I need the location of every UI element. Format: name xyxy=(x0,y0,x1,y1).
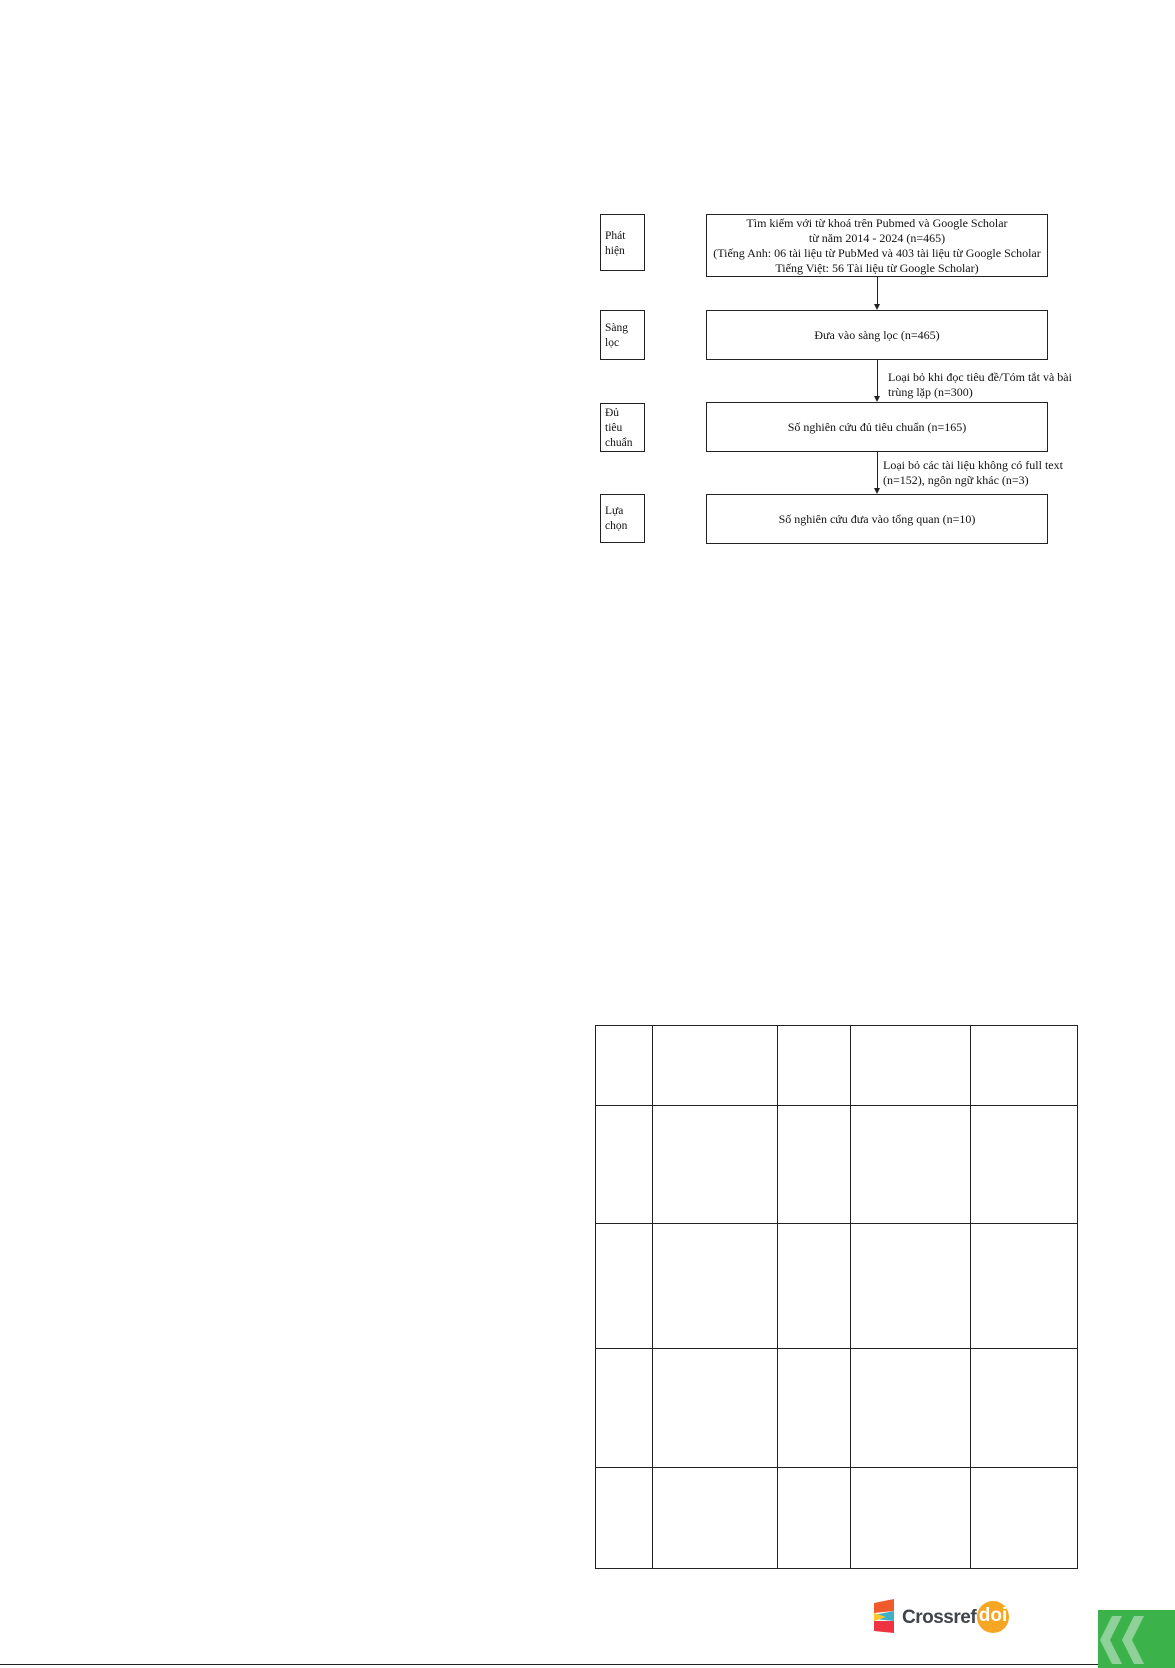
table-cell xyxy=(653,1026,778,1106)
crossref-mark-icon xyxy=(872,1599,898,1635)
stage-label-line: Đủ xyxy=(605,407,620,419)
table-cell xyxy=(596,1224,653,1349)
table-cell xyxy=(777,1224,850,1349)
table-row xyxy=(596,1106,1078,1224)
table-cell xyxy=(777,1468,850,1569)
stage-label-line: Lựa xyxy=(605,505,624,517)
table-header-row xyxy=(596,1026,1078,1106)
flow-box-line: (Tiếng Anh: 06 tài liệu từ PubMed và 403 tài liệu từ Google Scholar xyxy=(713,245,1041,260)
table-cell xyxy=(970,1106,1077,1224)
flow-arrow-2 xyxy=(877,360,878,396)
crossref-doi-logo[interactable] xyxy=(872,1599,1012,1635)
stage-label-identification xyxy=(600,214,645,271)
table-cell xyxy=(777,1349,850,1468)
flow-box-screening xyxy=(706,310,1048,360)
exclusion-line: Loại bỏ các tài liệu không có full text xyxy=(883,458,1063,472)
table-cell xyxy=(851,1349,970,1468)
stage-label-line: lọc xyxy=(605,337,620,349)
table-cell xyxy=(653,1468,778,1569)
table-row xyxy=(596,1468,1078,1569)
stage-label-line: tiêu xyxy=(605,422,623,434)
table-cell xyxy=(653,1224,778,1349)
study-table xyxy=(595,1025,1078,1569)
table-cell xyxy=(851,1106,970,1224)
flow-box-search xyxy=(706,214,1048,277)
exclusion-line: (n=152), ngôn ngữ khác (n=3) xyxy=(883,473,1029,487)
table-cell xyxy=(970,1349,1077,1468)
flow-box-line: Số nghiên cứu đưa vào tổng quan (n=10) xyxy=(778,511,976,526)
flow-arrow-3 xyxy=(877,452,878,488)
back-nav-button[interactable] xyxy=(1098,1610,1175,1668)
double-chevron-left-icon xyxy=(1098,1610,1175,1668)
flow-arrowhead-3 xyxy=(874,488,880,494)
stage-label-line: hiện xyxy=(605,245,625,257)
stage-label-screening xyxy=(600,310,645,360)
flow-arrow-1 xyxy=(877,277,878,304)
flow-arrowhead-1 xyxy=(874,304,880,310)
table-cell xyxy=(851,1468,970,1569)
table-cell xyxy=(653,1106,778,1224)
doi-badge: doi xyxy=(977,1601,1009,1633)
exclusion-note-eligibility xyxy=(883,458,1063,488)
table-cell xyxy=(970,1224,1077,1349)
table-cell xyxy=(970,1468,1077,1569)
stage-label-line: Phát xyxy=(605,230,626,242)
stage-label-eligibility xyxy=(600,403,645,452)
table-cell xyxy=(596,1106,653,1224)
flow-box-included xyxy=(706,494,1048,544)
crossref-label: Crossref xyxy=(902,1607,977,1628)
exclusion-line: Loại bỏ khi đọc tiêu đề/Tóm tắt và bài xyxy=(888,370,1072,384)
table-cell xyxy=(777,1106,850,1224)
exclusion-note-screening xyxy=(888,370,1072,400)
stage-label-line: chọn xyxy=(605,520,628,532)
table-cell xyxy=(653,1349,778,1468)
flow-box-line: Số nghiên cứu đủ tiêu chuẩn (n=165) xyxy=(787,419,967,434)
flow-box-eligible xyxy=(706,402,1048,452)
table-cell xyxy=(777,1026,850,1106)
flow-box-line: Đưa vào sàng lọc (n=465) xyxy=(814,327,940,342)
flow-box-line: Tiếng Việt: 56 Tài liệu từ Google Scholar) xyxy=(775,260,979,275)
flow-arrowhead-2 xyxy=(874,396,880,402)
table-cell xyxy=(851,1224,970,1349)
stage-label-line: Sàng xyxy=(605,322,628,334)
stage-label-inclusion xyxy=(600,494,645,543)
table-row xyxy=(596,1349,1078,1468)
page-bottom-rule xyxy=(0,1664,1175,1665)
flow-box-line: Tìm kiếm với từ khoá trên Pubmed và Google Scholar xyxy=(746,215,1008,230)
table-cell xyxy=(596,1468,653,1569)
table-cell xyxy=(970,1026,1077,1106)
exclusion-line: trùng lặp (n=300) xyxy=(888,385,973,399)
stage-label-line: chuẩn xyxy=(605,437,633,449)
table-cell xyxy=(596,1026,653,1106)
table-cell xyxy=(851,1026,970,1106)
table-row xyxy=(596,1224,1078,1349)
flow-box-line: từ năm 2014 - 2024 (n=465) xyxy=(808,230,946,245)
table-cell xyxy=(596,1349,653,1468)
